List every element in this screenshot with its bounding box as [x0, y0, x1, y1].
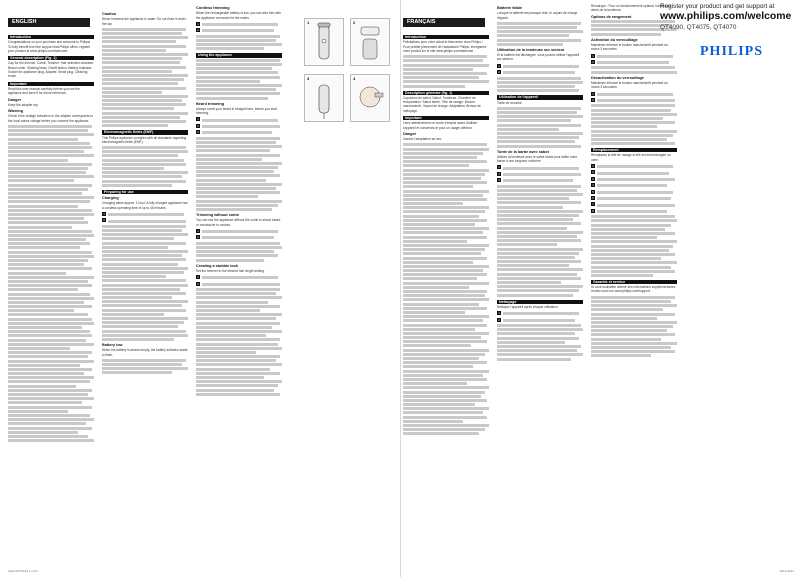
section-heading: Description générale (fig. 1) — [403, 91, 489, 95]
section — [403, 35, 489, 53]
section-text: Maintenez enfoncé le bouton marche/arrêt pendant au moins 3 secondes. — [591, 42, 668, 52]
section — [102, 130, 188, 144]
section — [591, 280, 677, 294]
text-body: 1 2 — [196, 275, 282, 396]
section-subheading: Désactivation du verrouillage — [591, 75, 644, 80]
section-text: Always comb your beard in straight lines, before you start trimming. — [196, 106, 277, 116]
text-body: 1 2 — [196, 229, 282, 262]
registration-block — [660, 3, 800, 32]
section-heading: Using the appliance — [196, 53, 282, 57]
section-text: Tonte de la barbe — [497, 100, 522, 105]
section-subheading: Utilisation de la tondeuse sur secteur — [497, 47, 565, 52]
registration-url[interactable]: www.philips.com/welcome — [660, 11, 792, 22]
section-text: Remplacez la tête de rasage si elle est endommagée ou usée. — [591, 153, 671, 162]
section — [497, 300, 583, 310]
section-heading: General description (Fig. 1) — [8, 56, 94, 60]
section-subheading: Charging — [102, 196, 119, 201]
section-heading: Utilisation de l'appareil — [497, 95, 583, 99]
figure-box — [350, 74, 390, 122]
text-body — [102, 146, 188, 187]
section-heading: Electromagnetic fields (EMF) — [102, 130, 188, 134]
figure-number: 2 — [353, 20, 356, 25]
section-text: Check if the voltage indicated on the adapter corresponds to the local mains voltage before you connect the appliance. — [8, 114, 94, 123]
trimmer-illustration-icon — [305, 19, 343, 65]
section-subheading: Battery low — [102, 342, 123, 347]
page-footer: 2013-2014 — [779, 569, 794, 573]
charging-illustration-icon — [305, 75, 343, 121]
section-heading: Introduction — [403, 35, 489, 39]
section-text: When the battery is almost empty, the battery indicator starts to flash. — [102, 348, 188, 357]
language-tab-english: ENGLISH — [8, 18, 90, 27]
section-subheading: Trimming without comb — [196, 212, 239, 217]
section-text: Nettoyez l'appareil après chaque utilisation. — [497, 304, 559, 309]
section — [403, 91, 489, 113]
section-text: Maintenez enfoncé le bouton marche/arrêt pendant au moins 3 secondes. — [591, 80, 668, 90]
section-text: Set the trimmer to the desired hair length setting. — [196, 268, 265, 273]
section — [8, 35, 94, 53]
section — [497, 150, 583, 164]
section — [403, 132, 489, 142]
text-body: 1 2 — [497, 64, 583, 93]
section-text: Gardez l'adaptateur au sec. — [403, 137, 443, 142]
page-footer: 4222.005.0146.1 (1/2) — [8, 569, 38, 573]
section-text: Never immerse the appliance in water. Do not rinse it under the tap. — [102, 17, 186, 26]
text-body: 1 2 — [102, 212, 188, 341]
text-body: 1 2 — [591, 54, 677, 74]
section — [196, 102, 282, 116]
text-body — [591, 296, 677, 358]
philips-logo: PHILIPS — [700, 44, 764, 59]
figure-number: 1 — [307, 20, 310, 25]
section — [196, 213, 282, 227]
figure-box — [350, 18, 390, 66]
left-column-3 — [196, 4, 282, 397]
comb-illustration-icon — [351, 19, 389, 65]
section-heading: Introduction — [8, 35, 94, 39]
section-text: Read this user manual carefully before you use the appliance and save it for future reference. — [8, 86, 80, 96]
section — [196, 6, 282, 20]
text-body: 1 2 — [591, 92, 677, 146]
head-illustration-icon — [351, 75, 389, 121]
section-text: When the rechargeable battery is low, you can also trim with the appliance connected to the mains. — [196, 11, 281, 20]
section — [497, 6, 583, 20]
section-heading: Nettoyage — [497, 300, 583, 304]
section-subheading: Creating a stubble look — [196, 263, 238, 268]
left-column-1 — [8, 32, 94, 443]
text-body — [497, 22, 583, 46]
text-body — [403, 143, 489, 435]
section — [102, 196, 188, 210]
text-body — [497, 107, 583, 148]
section — [8, 109, 94, 123]
text-body — [196, 59, 282, 100]
text-body: 1 2 3 4 5 6 7 8 — [591, 164, 677, 277]
language-tab-french: FRANÇAIS — [403, 18, 485, 27]
text-body — [8, 125, 94, 442]
figure-box — [304, 74, 344, 122]
section-text: Charging takes approx. 1 hour. A fully charged appliance has a cordless operating time of up to 45 minutes. — [102, 201, 188, 210]
section — [8, 98, 94, 108]
figure-area-left — [300, 0, 401, 577]
text-body: 1 2 3 — [196, 117, 282, 211]
text-body: 1 2 — [196, 22, 282, 51]
section — [102, 343, 188, 357]
section — [591, 76, 677, 90]
section-text: Keep the adapter dry. — [8, 102, 39, 107]
section-text: Si la batterie est déchargée, vous pouvez utiliser l'appareil sur secteur. — [497, 53, 580, 62]
section-subheading: Caution — [102, 12, 117, 16]
section-subheading: Batterie faible — [497, 6, 523, 10]
section — [591, 38, 677, 52]
text-body: 1 2 3 — [497, 165, 583, 296]
section-text: Remarque : Pour un fonctionnement optimal, lubrifiez les dents de la tondeuse. — [591, 4, 672, 13]
right-column-1 — [403, 32, 489, 437]
text-body — [403, 55, 489, 87]
text-body: 1 2 — [497, 311, 583, 360]
section — [102, 12, 188, 26]
section-heading: Garantie et service — [591, 280, 677, 284]
section-subheading: Danger — [403, 131, 417, 136]
section-text: Utilisez la tondeuse avec le sabot barbe pour tailler votre barbe à une longueur uniforme. — [497, 154, 578, 164]
section-text: Lisez attentivement ce mode d'emploi avant d'utiliser l'appareil et conservez-le pour un usage ultérieur. — [403, 121, 478, 130]
text-body — [102, 359, 188, 375]
section-text: Capuchon du sabot. Sabot. Tondeuse. Chambre de récupération. Sabot barbe. Tête de rasage. Bouton marche/arrêt. Voyant de charge. Adaptateur. Brosse de nettoyage. — [403, 95, 481, 113]
right-page — [401, 0, 802, 577]
section — [403, 116, 489, 130]
section-heading: Important — [403, 116, 489, 120]
section — [8, 82, 94, 96]
figure-box — [304, 18, 344, 66]
section — [497, 95, 583, 105]
section-text: Cap for the trimmer. Comb. Trimmer. Hair selection chamber. Beard comb. Shaving head. On/off button. Battery indicator. Socket for appliance plug. Adapter. Small plug. Cleaning brush. — [8, 61, 94, 79]
section — [497, 48, 583, 62]
registration-text: Register your product and get support at — [660, 3, 775, 10]
section-heading: Important — [8, 82, 94, 86]
section-subheading: Warning — [8, 109, 24, 114]
section-subheading: Tonte de la barbe avec sabot — [497, 149, 549, 154]
section — [8, 56, 94, 78]
section — [196, 53, 282, 57]
section — [591, 148, 677, 162]
left-column-2 — [102, 10, 188, 376]
section-text: Si vous souhaitez obtenir des informations supplémentaires, rendez-vous sur www.philips.com/support. — [591, 285, 677, 294]
right-column-3 — [591, 4, 677, 359]
figure-number: 4 — [353, 76, 356, 81]
section — [102, 190, 188, 194]
text-body — [102, 28, 188, 127]
figure-number: 3 — [307, 76, 310, 81]
section-subheading: Beard trimming — [196, 101, 225, 106]
section-subheading: Danger — [8, 97, 22, 102]
section-text: Lorsque la batterie est presque vide, le voyant de charge clignote. — [497, 11, 578, 20]
section-text: This Philips appliance complies with all standards regarding electromagnetic fields (EMF). — [102, 135, 187, 144]
section-subheading: Options de rangement — [591, 14, 632, 19]
section-subheading: Activation du verrouillage — [591, 37, 638, 42]
section — [196, 264, 282, 274]
right-column-2 — [497, 4, 583, 362]
section-text: You can use the appliance without the comb to shave beard or moustache to contour. — [196, 218, 281, 227]
model-numbers: QT4090, QT4075, QT4070 — [660, 24, 737, 31]
section-heading: Remplacement — [591, 148, 677, 152]
section-text: Congratulations on your purchase and welcome to Philips! To fully benefit from the support that Philips offers, register your product at www.philips.com/welcome. — [8, 40, 91, 53]
section-heading: Preparing for use — [102, 190, 188, 194]
section-subheading: Cordless trimming — [196, 6, 230, 10]
section-text: Félicitations pour votre achat et bienvenue chez Philips ! Pour profiter pleinement de l'assistance Philips, enregistrez votre produit sur le site www.philips.com/welcome. — [403, 40, 487, 53]
